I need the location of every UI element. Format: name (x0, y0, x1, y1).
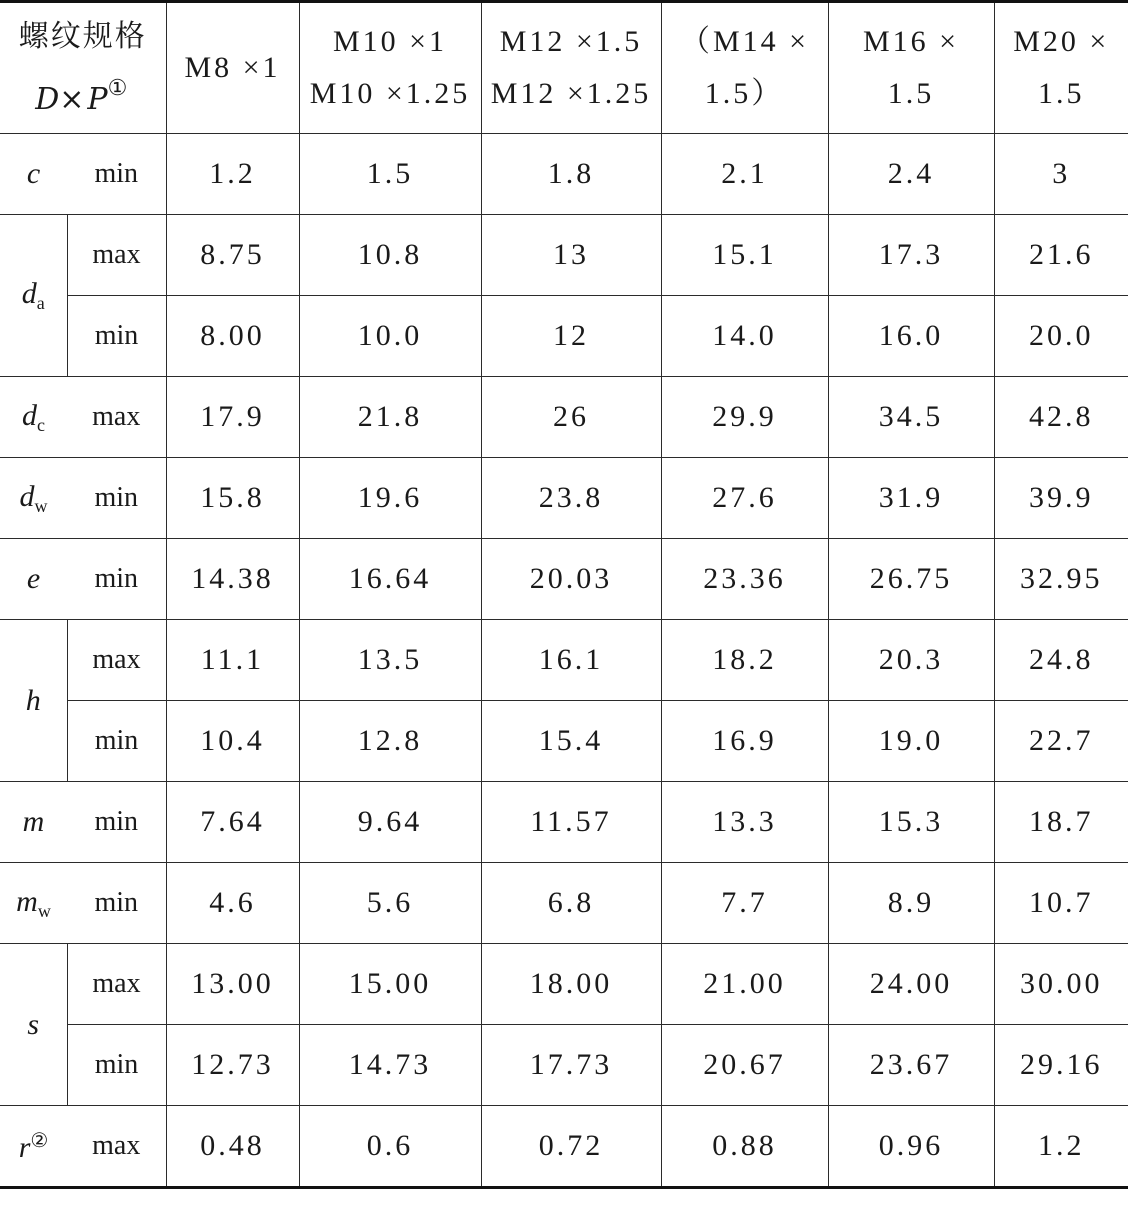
table-cell: 8.75 (166, 215, 299, 296)
table-cell: 24.8 (994, 620, 1128, 701)
limit-label: max (67, 1106, 166, 1188)
limit-label: max (67, 377, 166, 458)
table-cell: 14.38 (166, 539, 299, 620)
dimension-symbol: s (0, 944, 67, 1106)
table-cell: 30.00 (994, 944, 1128, 1025)
table-cell: 12.8 (299, 701, 481, 782)
table-cell: 17.9 (166, 377, 299, 458)
table-row (0, 782, 1128, 863)
column-header: M16 × 1.5 (828, 2, 994, 134)
table-cell: 6.8 (481, 863, 661, 944)
limit-label: min (67, 782, 166, 863)
table-cell: 32.95 (994, 539, 1128, 620)
table-cell: 23.8 (481, 458, 661, 539)
table-row (0, 620, 1128, 701)
table-cell: 26.75 (828, 539, 994, 620)
table-cell: 21.6 (994, 215, 1128, 296)
table-row (0, 377, 1128, 458)
table-cell: 27.6 (661, 458, 828, 539)
table-cell: 14.0 (661, 296, 828, 377)
table-row (0, 215, 1128, 296)
table-cell: 24.00 (828, 944, 994, 1025)
table-cell: 2.4 (828, 134, 994, 215)
table-cell: 18.7 (994, 782, 1128, 863)
table-cell: 13 (481, 215, 661, 296)
table-cell: 1.2 (994, 1106, 1128, 1188)
limit-label: min (67, 134, 166, 215)
table-cell: 0.72 (481, 1106, 661, 1188)
table-cell: 14.73 (299, 1025, 481, 1106)
table-cell: 1.2 (166, 134, 299, 215)
table-row (0, 944, 1128, 1025)
column-header: （M14 × 1.5） (661, 2, 828, 134)
table-cell: 20.67 (661, 1025, 828, 1106)
dimension-symbol: m (0, 782, 67, 863)
thread-spec-formula: D×P① (35, 75, 131, 117)
thread-spec-header (0, 2, 166, 134)
thread-spec-label: 螺纹规格 (18, 18, 147, 54)
dimension-symbol: r② (0, 1106, 67, 1188)
table-cell: 1.8 (481, 134, 661, 215)
table-cell: 19.6 (299, 458, 481, 539)
table-cell: 23.36 (661, 539, 828, 620)
column-header: M12 ×1.5 M12 ×1.25 (481, 2, 661, 134)
table-cell: 0.96 (828, 1106, 994, 1188)
table-cell: 8.00 (166, 296, 299, 377)
table-cell: 17.73 (481, 1025, 661, 1106)
table-cell: 16.9 (661, 701, 828, 782)
table-cell: 11.1 (166, 620, 299, 701)
table-cell: 13.00 (166, 944, 299, 1025)
table-cell: 31.9 (828, 458, 994, 539)
table-cell: 9.64 (299, 782, 481, 863)
table-cell: 16.0 (828, 296, 994, 377)
table-cell: 7.7 (661, 863, 828, 944)
table-cell: 5.6 (299, 863, 481, 944)
dimension-symbol: $d_w$ (0, 458, 67, 539)
column-header: M20 × 1.5 (994, 2, 1128, 134)
table-cell: 1.5 (299, 134, 481, 215)
limit-label: min (67, 1025, 166, 1106)
table-cell: 8.9 (828, 863, 994, 944)
dimension-symbol: $d_a$ (0, 215, 67, 377)
table-cell: 16.64 (299, 539, 481, 620)
table-cell: 15.8 (166, 458, 299, 539)
table-cell: 10.4 (166, 701, 299, 782)
table-cell: 15.3 (828, 782, 994, 863)
table-cell: 29.9 (661, 377, 828, 458)
table-cell: 0.88 (661, 1106, 828, 1188)
table-cell: 15.4 (481, 701, 661, 782)
table-row (0, 134, 1128, 215)
table-cell: 10.7 (994, 863, 1128, 944)
table-cell: 16.1 (481, 620, 661, 701)
limit-label: max (67, 215, 166, 296)
table-cell: 11.57 (481, 782, 661, 863)
table-cell: 22.7 (994, 701, 1128, 782)
table-cell: 15.1 (661, 215, 828, 296)
table-cell: 20.03 (481, 539, 661, 620)
table-cell: 21.8 (299, 377, 481, 458)
table-cell: 10.0 (299, 296, 481, 377)
table-cell: 0.48 (166, 1106, 299, 1188)
dimension-symbol: $m_w$ (0, 863, 67, 944)
table-cell: 26 (481, 377, 661, 458)
limit-label: min (67, 458, 166, 539)
dimension-symbol: e (0, 539, 67, 620)
table-cell: 4.6 (166, 863, 299, 944)
table-cell: 13.3 (661, 782, 828, 863)
limit-label: max (67, 944, 166, 1025)
column-header: M8 ×1 (166, 2, 299, 134)
table-cell: 7.64 (166, 782, 299, 863)
column-header: M10 ×1 M10 ×1.25 (299, 2, 481, 134)
limit-label: min (67, 701, 166, 782)
table-cell: 34.5 (828, 377, 994, 458)
table-cell: 20.0 (994, 296, 1128, 377)
table-cell: 29.16 (994, 1025, 1128, 1106)
table-cell: 20.3 (828, 620, 994, 701)
table-cell: 10.8 (299, 215, 481, 296)
table-cell: 39.9 (994, 458, 1128, 539)
dimension-symbol: $d_c$ (0, 377, 67, 458)
table-cell: 0.6 (299, 1106, 481, 1188)
table-row (0, 701, 1128, 782)
limit-label: min (67, 863, 166, 944)
table-cell: 23.67 (828, 1025, 994, 1106)
header-row (0, 2, 1128, 134)
dimension-symbol: c (0, 134, 67, 215)
table-row (0, 1106, 1128, 1188)
table-row (0, 296, 1128, 377)
limit-label: min (67, 539, 166, 620)
table-row (0, 458, 1128, 539)
table-cell: 2.1 (661, 134, 828, 215)
table-cell: 15.00 (299, 944, 481, 1025)
table-row (0, 1025, 1128, 1106)
table-cell: 21.00 (661, 944, 828, 1025)
table-cell: 18.2 (661, 620, 828, 701)
table-cell: 3 (994, 134, 1128, 215)
table-cell: 12.73 (166, 1025, 299, 1106)
table-row (0, 539, 1128, 620)
limit-label: max (67, 620, 166, 701)
table-cell: 18.00 (481, 944, 661, 1025)
table-cell: 42.8 (994, 377, 1128, 458)
table-row (0, 863, 1128, 944)
dimension-symbol: h (0, 620, 67, 782)
table-cell: 13.5 (299, 620, 481, 701)
limit-label: min (67, 296, 166, 377)
table-cell: 19.0 (828, 701, 994, 782)
table-cell: 17.3 (828, 215, 994, 296)
table-cell: 12 (481, 296, 661, 377)
